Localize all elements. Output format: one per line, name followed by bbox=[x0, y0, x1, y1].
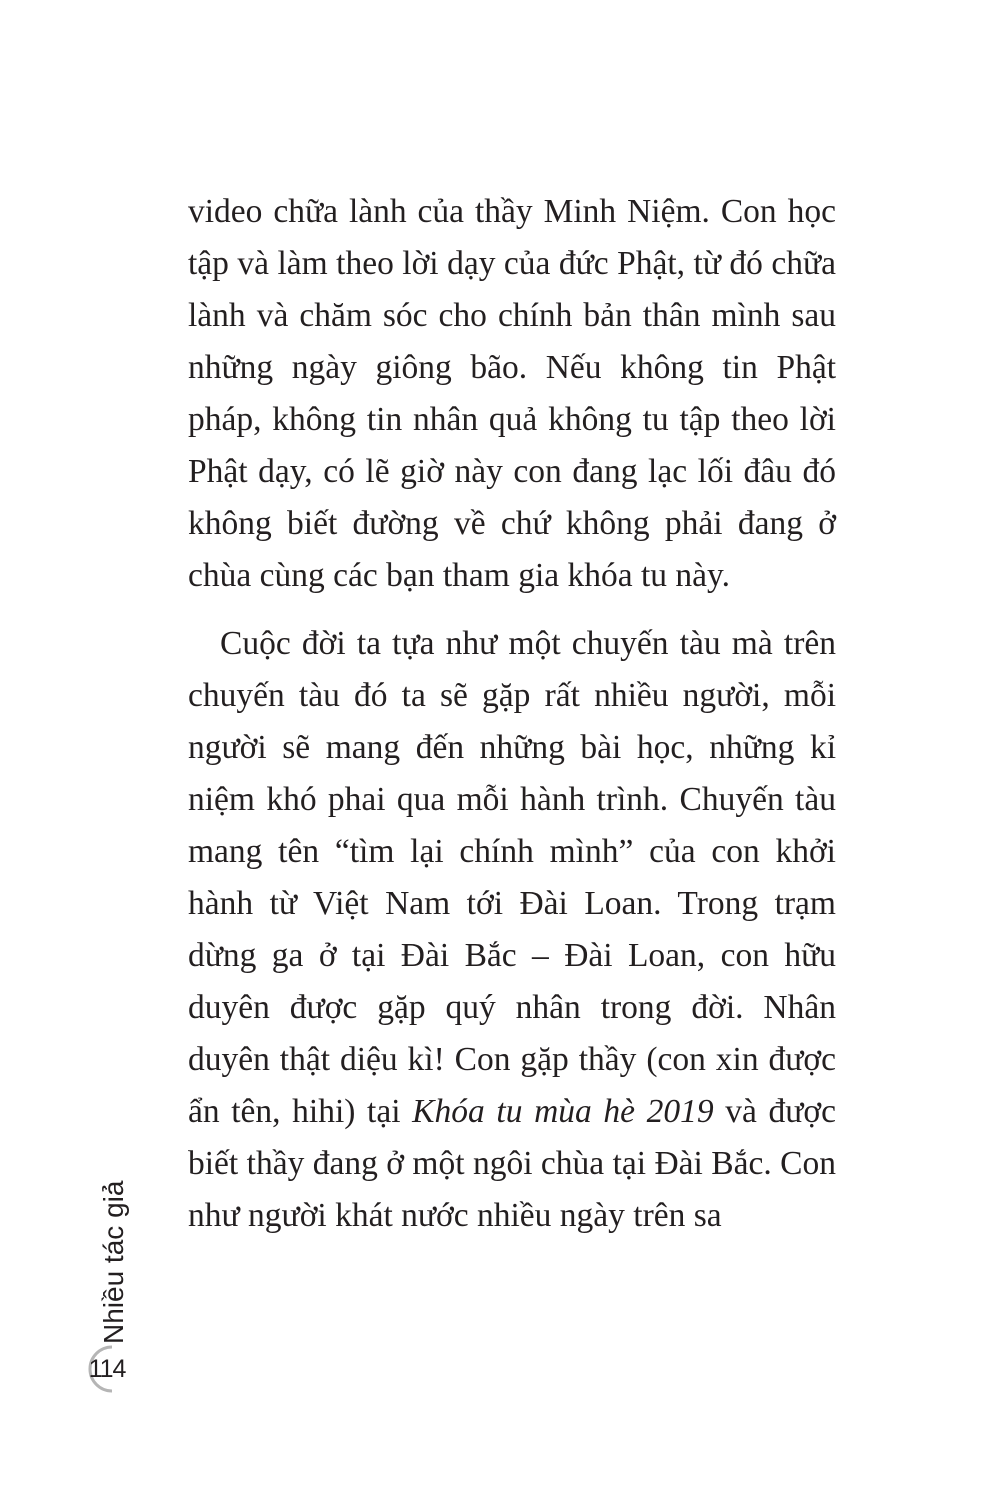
running-head-author: Nhiều tác giả bbox=[98, 1180, 129, 1344]
page-number: 114 bbox=[88, 1355, 126, 1383]
paragraph-2 bbox=[188, 618, 836, 1242]
event-title-italic: Khóa tu mùa hè 2019 bbox=[412, 1093, 714, 1130]
paragraph-2-text-start: Cuộc đời ta tựa như một chuyến tàu mà trên chuyến tàu đó ta sẽ gặp rất nhiều người, mỗi người sẽ mang đến những bài học, những kỉ niệm khó phai qua mỗi hành trình. Chuyến tàu mang tên “tìm lại chính mình” của con khởi hành từ Việt Nam tới Đài Loan. Trong trạm dừng ga ở tại Đài Bắc – Đài Loan, con hữu duyên được gặp quý nhân trong đời. Nhân duyên thật diệu kì! Con gặp thầy (con xin được ẩn tên, hihi) tại bbox=[188, 625, 836, 1130]
body-text bbox=[188, 186, 836, 1242]
paragraph-1 bbox=[188, 186, 836, 602]
paragraph-1-text: video chữa lành của thầy Minh Niệm. Con học tập và làm theo lời dạy của đức Phật, từ đó chữa lành và chăm sóc cho chính bản thân mình sau những ngày giông bão. Nếu không tin Phật pháp, không tin nhân quả không tu tập theo lời Phật dạy, có lẽ giờ này con đang lạc lối đâu đó không biết đường về chứ không phải đang ở chùa cùng các bạn tham gia khóa tu này. bbox=[188, 193, 836, 594]
paragraph-2-text-end: và được biết thầy đang ở một ngôi chùa tại Đài Bắc. Con như người khát nước nhiều ngày trên sa bbox=[188, 1093, 836, 1234]
page-margin-sidebar bbox=[80, 1140, 136, 1400]
page-number-badge bbox=[82, 1344, 132, 1394]
